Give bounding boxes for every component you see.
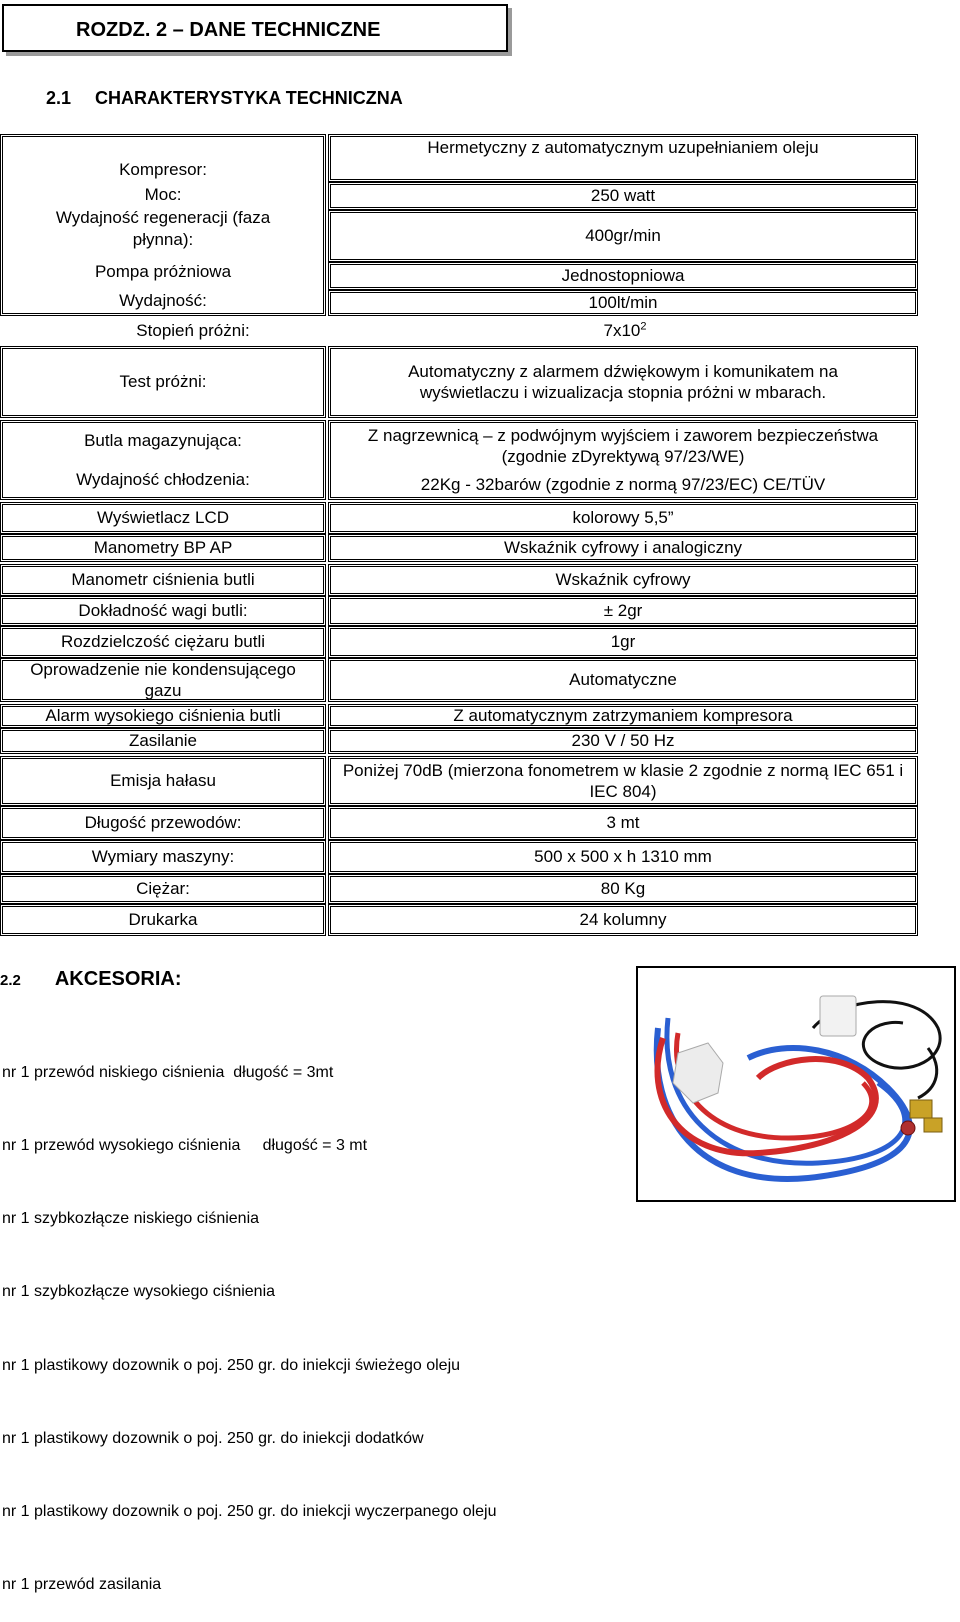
spec-value-zasilanie: 230 V / 50 Hz (328, 728, 918, 754)
spec-value-drukarka: 24 kolumny (328, 904, 918, 936)
spec-value-wydajnosc: 100lt/min (328, 290, 918, 316)
spec-value-lcd: kolorowy 5,5” (328, 502, 918, 534)
chapter-title: ROZDZ. 2 – DANE TECHNICZNE (76, 19, 381, 41)
accessories-list (2, 1012, 497, 1622)
spec-label-emisja: Emisja hałasu (0, 756, 326, 806)
spec-label-stopien: Stopień próżni: (136, 321, 250, 340)
spec-label-ciezar: Ciężar: (0, 874, 326, 904)
section-number: 2.2 (0, 972, 21, 989)
spec-value-rozdzielczosc: 1gr (328, 626, 918, 658)
spec-value-moc: 250 watt (328, 182, 918, 210)
spec-label-oprowadzenie: Oprowadzenie nie kondensującego gazu (0, 658, 326, 702)
spec-label-zasilanie: Zasilanie (0, 728, 326, 754)
spec-label-manometry: Manometry BP AP (0, 534, 326, 562)
spec-label-wymiary: Wymiary maszyny: (0, 840, 326, 874)
spec-value-manometry: Wskaźnik cyfrowy i analogiczny (328, 534, 918, 562)
spec-value-stopien: $7x10^2$ (603, 320, 647, 340)
spec-label-alarm: Alarm wysokiego ciśnienia butli (0, 704, 326, 728)
spec-label-wydajnosc: Wydajność: (119, 291, 207, 310)
spec-label-manometr-butli: Manometr ciśnienia butli (0, 564, 326, 596)
spec-label-dokladnosc: Dokładność wagi butli: (0, 596, 326, 626)
spec-label-wydajnosc-regeneracji: Wydajność regeneracji (faza płynna): (55, 208, 271, 249)
list-item: nr 1 szybkozłącze niskiego ciśnienia (2, 1210, 260, 1228)
spec-label-drukarka: Drukarka (0, 904, 326, 936)
spec-label-butla: Butla magazynująca: (84, 430, 242, 450)
spec-label-kompresor: Kompresor: (119, 160, 207, 179)
spec-label-group-butla (0, 420, 326, 500)
spec-label-test: Test próżni: (0, 346, 326, 418)
section-number: 2.1 (46, 88, 72, 108)
list-item: nr 1 plastikowy dozownik o poj. 250 gr. do iniekcji wyczerpanego oleju (2, 1503, 497, 1521)
accessories-photo (636, 966, 956, 1202)
spec-value-butla: Z nagrzewnicą – z podwójnym wyjściem i zaworem bezpieczeństwa (zgodnie zDyrektywą 97/23/WE) (367, 425, 879, 466)
section-heading-2-1 (46, 88, 403, 109)
spec-label-lcd: Wyświetlacz LCD (0, 502, 326, 534)
spec-label-group-compressor (0, 134, 326, 316)
section-title: AKCESORIA: (54, 968, 182, 990)
spec-value-wymiary: 500 x 500 x h 1310 mm (328, 840, 918, 874)
spec-label-moc: Moc: (144, 185, 182, 204)
spec-value-oprowadzenie: Automatyczne (328, 658, 918, 702)
spec-value-ciezar: 80 Kg (328, 874, 918, 904)
list-item: nr 1 plastikowy dozownik o poj. 250 gr. do iniekcji świeżego oleju (2, 1356, 461, 1374)
spec-value-chlodzenie: 22Kg - 32barów (zgodnie z normą 97/23/EC) CE/TÜV (420, 475, 826, 495)
list-item: nr 1 przewód zasilania (2, 1576, 162, 1594)
spec-value-wydajnosc-regeneracji: 400gr/min (328, 210, 918, 262)
section-title: CHARAKTERYSTYKA TECHNICZNA (95, 88, 403, 108)
spec-value-kompresor: Hermetyczny z automatycznym uzupełnianiem oleju (328, 134, 918, 182)
list-item: nr 1 plastikowy dozownik o poj. 250 gr. do iniekcji dodatków (2, 1429, 424, 1447)
list-item: nr 1 przewód niskiego ciśnienia długość = 3mt (2, 1063, 334, 1081)
section-heading-2-2 (0, 968, 182, 991)
spec-value-emisja: Poniżej 70dB (mierzona fonometrem w klasie 2 zgodnie z normą IEC 651 i IEC 804) (328, 756, 918, 806)
spec-label-chlodzenie: Wydajność chłodzenia: (76, 469, 250, 489)
spec-label-rozdzielczosc: Rozdzielczość ciężaru butli (0, 626, 326, 658)
spec-label-pompa: Pompa próżniowa (94, 262, 232, 281)
spec-value-test: Automatyczny z alarmem dźwiękowym i komunikatem na wyświetlaczu i wizualizacja stopnia próżni w mbarach. (328, 346, 918, 418)
spec-value-dlugosc: 3 mt (328, 806, 918, 840)
spec-value-alarm: Z automatycznym zatrzymaniem kompresora (328, 704, 918, 728)
chapter-title-box (2, 4, 508, 52)
spec-value-manometr-butli: Wskaźnik cyfrowy (328, 564, 918, 596)
spec-label-dlugosc: Długość przewodów: (0, 806, 326, 840)
spec-value-dokladnosc: ± 2gr (328, 596, 918, 626)
hoses-illustration (638, 968, 954, 1200)
spec-value-pompa: Jednostopniowa (328, 262, 918, 290)
spec-value-group-butla (328, 420, 918, 500)
list-item: nr 1 szybkozłącze wysokiego ciśnienia (2, 1283, 276, 1301)
list-item: nr 1 przewód wysokiego ciśnienia długość = 3 mt (2, 1137, 368, 1155)
